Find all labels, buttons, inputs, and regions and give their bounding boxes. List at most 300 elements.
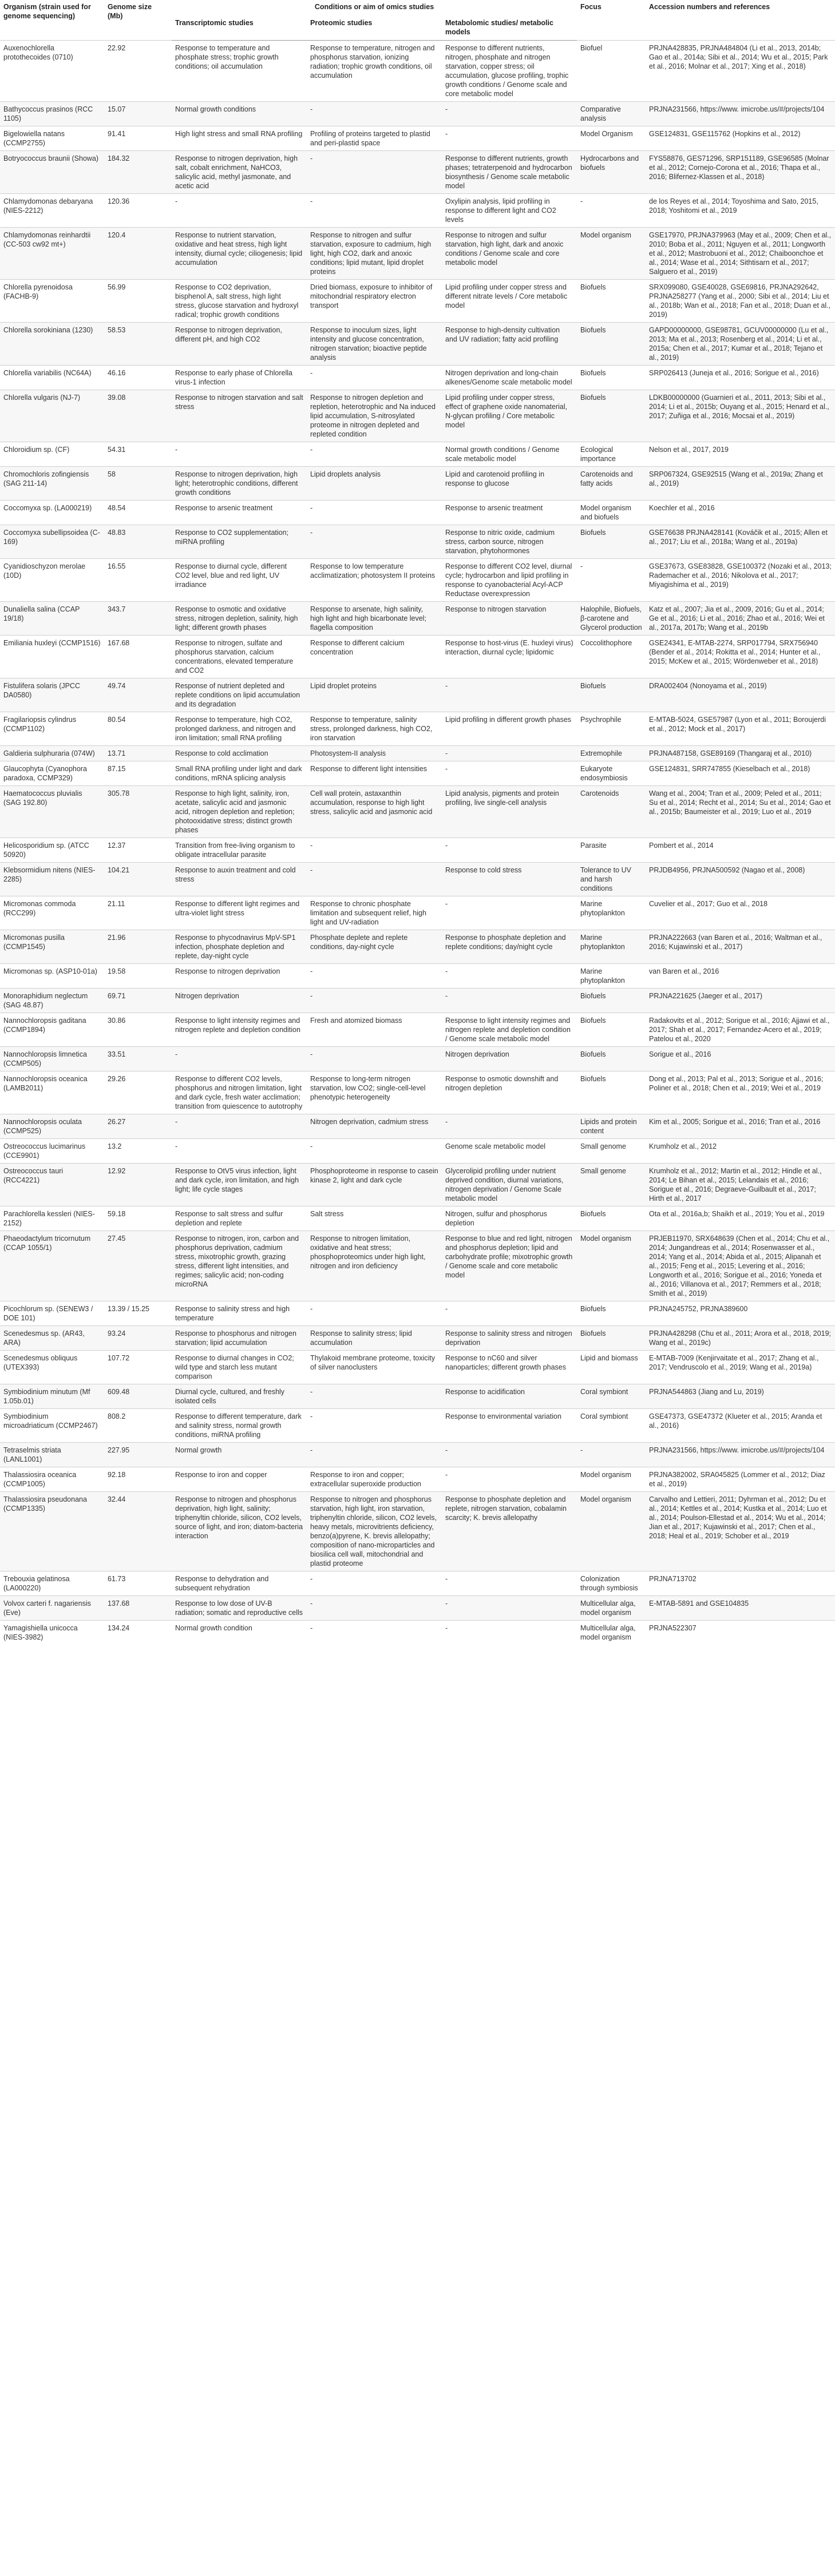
transcriptomic-cell: Response to nitrogen starvation and salt stress bbox=[172, 390, 307, 442]
transcriptomic-cell: Response to arsenic treatment bbox=[172, 501, 307, 525]
genome-size-cell: 227.95 bbox=[104, 1443, 172, 1467]
focus-cell: Biofuels bbox=[577, 1047, 646, 1071]
header-accession: Accession numbers and references bbox=[649, 3, 770, 11]
accession-cell: PRJNA544863 (Jiang and Lu, 2019) bbox=[646, 1384, 835, 1409]
proteomic-cell: Dried biomass, exposure to inhibitor of mitochondrial respiratory electron transport bbox=[307, 280, 442, 323]
table-row bbox=[0, 442, 835, 467]
genome-size-cell: 30.86 bbox=[104, 1013, 172, 1047]
transcriptomic-cell: Response to high light, salinity, iron, acetate, salicylic acid and jasmonic acid, nitrogen depletion and repletion; photooxidative stress; distinct growth phases bbox=[172, 786, 307, 838]
proteomic-cell: Phosphoproteome in response to casein kinase 2, light and dark cycle bbox=[307, 1164, 442, 1206]
organism-cell: Chloroidium sp. (CF) bbox=[0, 442, 104, 467]
focus-cell: - bbox=[577, 559, 646, 602]
genome-size-cell: 107.72 bbox=[104, 1351, 172, 1384]
accession-cell: Katz et al., 2007; Jia et al., 2009, 2016; Gu et al., 2014; Ge et al., 2016; Li et al., 2016; Zhao et al., 2016; Wei et al., 2017a, 2017b; Wang et al., 2019b bbox=[646, 602, 835, 636]
accession-cell: van Baren et al., 2016 bbox=[646, 964, 835, 989]
focus-cell: Multicellular alga, model organism bbox=[577, 1621, 646, 1645]
metabolomic-cell: Response to nitrogen and sulfur starvation, high light, dark and anoxic conditions / Genome scale and core metabolic model bbox=[442, 228, 577, 280]
focus-cell: Small genome bbox=[577, 1164, 646, 1206]
proteomic-cell: Response to low temperature acclimatization; photosystem II proteins bbox=[307, 559, 442, 602]
metabolomic-cell: Lipid profiling under copper stress, effect of graphene oxide nanomaterial, N-glycan profiling / Core metabolic model bbox=[442, 390, 577, 442]
focus-cell: Model Organism bbox=[577, 126, 646, 151]
transcriptomic-cell: Response to low dose of UV-B radiation; somatic and reproductive cells bbox=[172, 1596, 307, 1621]
proteomic-cell: - bbox=[307, 1443, 442, 1467]
proteomic-cell: Response to temperature, nitrogen and phosphorus starvation, ionizing radiation; trophic growth conditions, oil accumulation bbox=[307, 41, 442, 102]
genome-size-cell: 32.44 bbox=[104, 1492, 172, 1571]
proteomic-cell: Thylakoid membrane proteome, toxicity of silver nanoclusters bbox=[307, 1351, 442, 1384]
metabolomic-cell: Nitrogen, sulfur and phosphorus depletion bbox=[442, 1206, 577, 1231]
metabolomic-cell: Normal growth conditions / Genome scale metabolic model bbox=[442, 442, 577, 467]
metabolomic-cell: Genome scale metabolic model bbox=[442, 1139, 577, 1164]
accession-cell: GSE124831, GSE115762 (Hopkins et al., 2012) bbox=[646, 126, 835, 151]
accession-cell: Nelson et al., 2017, 2019 bbox=[646, 442, 835, 467]
proteomic-cell: - bbox=[307, 501, 442, 525]
table-row bbox=[0, 1467, 835, 1492]
transcriptomic-cell: Response to nitrogen, iron, carbon and phosphorus deprivation, cadmium stress, mixotrophic growth, grazing stress, different light intensities, and regimes; salicylic acid; non-coding microRNA bbox=[172, 1231, 307, 1301]
genome-size-cell: 56.99 bbox=[104, 280, 172, 323]
organism-cell: Micromonas pusilla (CCMP1545) bbox=[0, 930, 104, 964]
focus-cell: Biofuels bbox=[577, 323, 646, 366]
header-genome-size: Genome size (Mb) bbox=[108, 3, 152, 20]
table-row bbox=[0, 761, 835, 786]
table-row bbox=[0, 1206, 835, 1231]
accession-cell: PRJDB4956, PRJNA500592 (Nagao et al., 2008) bbox=[646, 863, 835, 896]
accession-cell: Dong et al., 2013; Pal et al., 2013; Sorigue et al., 2016; Poliner et al., 2018; Chen et al., 2019; Wei et al., 2019 bbox=[646, 1071, 835, 1114]
transcriptomic-cell: Response to temperature and phosphate stress; trophic growth conditions; oil accumulation bbox=[172, 41, 307, 102]
table-row bbox=[0, 746, 835, 761]
proteomic-cell: Response to nitrogen and phosphorus starvation, high light, iron starvation, triphenyltin chloride, silicon, CO2 levels, heavy metals, microvitrients deficiency, benzo(a)pyrene, K. brevis allelopathy; composition of nano-microparticles and biosilica cell wall, mitochondrial and plastid proteome bbox=[307, 1492, 442, 1571]
metabolomic-cell: Response to nC60 and silver nanoparticles; different growth phases bbox=[442, 1351, 577, 1384]
genome-size-cell: 120.36 bbox=[104, 194, 172, 228]
genome-size-cell: 609.48 bbox=[104, 1384, 172, 1409]
transcriptomic-cell: Response to cold acclimation bbox=[172, 746, 307, 761]
organism-cell: Helicosporidium sp. (ATCC 50920) bbox=[0, 838, 104, 863]
transcriptomic-cell: Response to CO2 supplementation; miRNA profiling bbox=[172, 525, 307, 559]
transcriptomic-cell: Response to nutrient starvation, oxidative and heat stress, high light intensity, diurnal cycle; ciliogenesis; lipid accumulation bbox=[172, 228, 307, 280]
genome-size-cell: 15.07 bbox=[104, 102, 172, 126]
genome-size-cell: 26.27 bbox=[104, 1114, 172, 1139]
table-row bbox=[0, 989, 835, 1013]
accession-cell: PRJNA222663 (van Baren et al., 2016; Waltman et al., 2016; Kujawinski et al., 2017) bbox=[646, 930, 835, 964]
metabolomic-cell: - bbox=[442, 1114, 577, 1139]
genome-size-cell: 134.24 bbox=[104, 1621, 172, 1645]
genome-size-cell: 80.54 bbox=[104, 712, 172, 746]
genome-size-cell: 137.68 bbox=[104, 1596, 172, 1621]
proteomic-cell: Cell wall protein, astaxanthin accumulation, response to high light stress, salicylic acid and jasmonic acid bbox=[307, 786, 442, 838]
table-row bbox=[0, 501, 835, 525]
metabolomic-cell: Response to arsenic treatment bbox=[442, 501, 577, 525]
proteomic-cell: - bbox=[307, 442, 442, 467]
transcriptomic-cell: Response to temperature, high CO2, prolonged darkness, and nitrogen and iron limitation; small RNA profiling bbox=[172, 712, 307, 746]
proteomic-cell: Response to nitrogen limitation, oxidative and heat stress; phosphoproteomics under high light, nitrogen and iron deficiency bbox=[307, 1231, 442, 1301]
organism-cell: Symbiodinium microadriaticum (CCMP2467) bbox=[0, 1409, 104, 1443]
focus-cell: - bbox=[577, 1443, 646, 1467]
organism-cell: Emiliania huxleyi (CCMP1516) bbox=[0, 636, 104, 678]
metabolomic-cell: Lipid profiling under copper stress and different nitrate levels / Core metabolic model bbox=[442, 280, 577, 323]
transcriptomic-cell: Response to diurnal changes in CO2; wild type and starch less mutant comparison bbox=[172, 1351, 307, 1384]
accession-cell: PRJEB11970, SRX648639 (Chen et al., 2014; Chu et al., 2014; Jungandreas et al., 2014; Rosenwasser et al., 2014; Yang et al., 2014; Abida et al., 2015; Alipanah et al., 2015; Feng et al., 2015; Levering et al., 2016; Longworth et al., 2016; Sorigue et al., 2016; Yoneda et al., 2016; Villanova et al., 2017; Remmers et al., 2018; Smith et al., 2019) bbox=[646, 1231, 835, 1301]
metabolomic-cell: Response to host-virus (E. huxleyi virus) interaction, diurnal cycle; lipidomic bbox=[442, 636, 577, 678]
table-row bbox=[0, 525, 835, 559]
transcriptomic-cell: - bbox=[172, 1047, 307, 1071]
transcriptomic-cell: Response to iron and copper bbox=[172, 1467, 307, 1492]
table-row bbox=[0, 228, 835, 280]
header-focus: Focus bbox=[580, 3, 601, 11]
table-row bbox=[0, 1443, 835, 1467]
genome-size-cell: 13.39 / 15.25 bbox=[104, 1301, 172, 1326]
transcriptomic-cell: Response of nutrient depleted and replete conditions on lipid accumulation and its degradation bbox=[172, 678, 307, 712]
header-metabolomic: Metabolomic studies/ metabolic models bbox=[442, 15, 577, 41]
organism-cell: Nannochloropsis oculata (CCMP525) bbox=[0, 1114, 104, 1139]
table-row bbox=[0, 280, 835, 323]
focus-cell: Small genome bbox=[577, 1139, 646, 1164]
focus-cell: Extremophile bbox=[577, 746, 646, 761]
metabolomic-cell: - bbox=[442, 1467, 577, 1492]
organism-cell: Scenedesmus sp. (AR43, ARA) bbox=[0, 1326, 104, 1351]
organism-cell: Bathycoccus prasinos (RCC 1105) bbox=[0, 102, 104, 126]
genome-size-cell: 120.4 bbox=[104, 228, 172, 280]
transcriptomic-cell: Response to dehydration and subsequent rehydration bbox=[172, 1571, 307, 1596]
proteomic-cell: Photosystem-II analysis bbox=[307, 746, 442, 761]
table-row bbox=[0, 1409, 835, 1443]
table-row bbox=[0, 390, 835, 442]
metabolomic-cell: Response to acidification bbox=[442, 1384, 577, 1409]
proteomic-cell: - bbox=[307, 1301, 442, 1326]
organism-cell: Parachlorella kessleri (NIES-2152) bbox=[0, 1206, 104, 1231]
header-transcriptomic: Transcriptomic studies bbox=[172, 15, 307, 41]
table-row bbox=[0, 1114, 835, 1139]
focus-cell: Biofuels bbox=[577, 1206, 646, 1231]
transcriptomic-cell: Response to different CO2 levels, phosphorus and nitrogen limitation, light and dark cycle, fresh water acclimation; transition from quiescence to autotrophy bbox=[172, 1071, 307, 1114]
metabolomic-cell: Response to different CO2 level, diurnal cycle; hydrocarbon and lipid profiling in response to cyanobacterial Acyl-ACP Reductase overexpression bbox=[442, 559, 577, 602]
metabolomic-cell: - bbox=[442, 1596, 577, 1621]
metabolomic-cell: Lipid and carotenoid profiling in response to glucose bbox=[442, 467, 577, 501]
table-row bbox=[0, 1139, 835, 1164]
organism-cell: Fistulifera solaris (JPCC DA0580) bbox=[0, 678, 104, 712]
genome-size-cell: 91.41 bbox=[104, 126, 172, 151]
transcriptomic-cell: Response to diurnal cycle, different CO2 level, blue and red light, UV irradiance bbox=[172, 559, 307, 602]
accession-cell: GSE76638 PRJNA428141 (Kováčik et al., 2015; Allen et al., 2017; Liu et al., 2018a; Wang et al., 2019a) bbox=[646, 525, 835, 559]
organism-cell: Chlorella variabilis (NC64A) bbox=[0, 366, 104, 390]
transcriptomic-cell: Response to nitrogen deprivation bbox=[172, 964, 307, 989]
genome-size-cell: 12.92 bbox=[104, 1164, 172, 1206]
table-row bbox=[0, 1071, 835, 1114]
accession-cell: PRJNA487158, GSE89169 (Thangaraj et al., 2010) bbox=[646, 746, 835, 761]
focus-cell: Lipid and biomass bbox=[577, 1351, 646, 1384]
focus-cell: Biofuels bbox=[577, 678, 646, 712]
transcriptomic-cell: Response to early phase of Chlorella virus-1 infection bbox=[172, 366, 307, 390]
transcriptomic-cell: Response to different light regimes and ultra-violet light stress bbox=[172, 896, 307, 930]
organism-cell: Klebsormidium nitens (NIES-2285) bbox=[0, 863, 104, 896]
focus-cell: Tolerance to UV and harsh conditions bbox=[577, 863, 646, 896]
metabolomic-cell: Response to phosphate depletion and replete, nitrogen starvation, cobalamin scarcity; K. brevis allelopathy bbox=[442, 1492, 577, 1571]
accession-cell: PRJNA231566, https://www. imicrobe.us/#/projects/104 bbox=[646, 102, 835, 126]
proteomic-cell: - bbox=[307, 1596, 442, 1621]
proteomic-cell: Fresh and atomized biomass bbox=[307, 1013, 442, 1047]
organism-cell: Bigelowiella natans (CCMP2755) bbox=[0, 126, 104, 151]
transcriptomic-cell: Normal growth conditions bbox=[172, 102, 307, 126]
focus-cell: Model organism bbox=[577, 1467, 646, 1492]
transcriptomic-cell: Response to phycodnavirus MpV-SP1 infection, phosphate depletion and replete, day-night cycle bbox=[172, 930, 307, 964]
proteomic-cell: - bbox=[307, 989, 442, 1013]
transcriptomic-cell: Response to osmotic and oxidative stress, nitrogen depletion, salinity, high light; different growth phases bbox=[172, 602, 307, 636]
focus-cell: Biofuels bbox=[577, 390, 646, 442]
proteomic-cell: Lipid droplets analysis bbox=[307, 467, 442, 501]
genome-size-cell: 69.71 bbox=[104, 989, 172, 1013]
focus-cell: Eukaryote endosymbiosis bbox=[577, 761, 646, 786]
organism-cell: Ostreococcus lucimarinus (CCE9901) bbox=[0, 1139, 104, 1164]
focus-cell: Halophile, Biofuels, β-carotene and Glycerol production bbox=[577, 602, 646, 636]
metabolomic-cell: - bbox=[442, 126, 577, 151]
accession-cell: Sorigue et al., 2016 bbox=[646, 1047, 835, 1071]
proteomic-cell: Response to long-term nitrogen starvation, low CO2; single-cell-level phenotypic heterogeneity bbox=[307, 1071, 442, 1114]
table-row bbox=[0, 1384, 835, 1409]
organism-cell: Tetraselmis striata (LANL1001) bbox=[0, 1443, 104, 1467]
genome-size-cell: 58.53 bbox=[104, 323, 172, 366]
accession-cell: GAPD00000000, GSE98781, GCUV00000000 (Lu et al., 2013; Ma et al., 2013; Rosenberg et al., 2014; Li et al., 2015a; Chen et al., 2017; Kumar et al., 2018; Tejano et al., 2019) bbox=[646, 323, 835, 366]
proteomic-cell: - bbox=[307, 151, 442, 194]
header-organism: Organism (strain used for genome sequencing) bbox=[3, 3, 91, 20]
metabolomic-cell: - bbox=[442, 102, 577, 126]
proteomic-cell: Response to nitrogen depletion and repletion, heterotrophic and Na induced lipid accumulation, S-nitrosylated proteome in nitrogen depleted and repleted condition bbox=[307, 390, 442, 442]
focus-cell: Model organism bbox=[577, 228, 646, 280]
proteomic-cell: - bbox=[307, 194, 442, 228]
proteomic-cell: - bbox=[307, 1139, 442, 1164]
metabolomic-cell: Lipid profiling in different growth phases bbox=[442, 712, 577, 746]
accession-cell: PRJNA522307 bbox=[646, 1621, 835, 1645]
transcriptomic-cell: Response to different temperature, dark and salinity stress, normal growth conditions, miRNA profiling bbox=[172, 1409, 307, 1443]
accession-cell: Carvalho and Lettieri, 2011; Dyhrman et al., 2012; Du et al., 2014; Kettles et al., 2014; Kustka et al., 2014; Luo et al., 2014; Poulson-Ellestad et al., 2014; Wu et al., 2014; Jian et al., 2017; Kujawinski et al., 2017; Chen et al., 2018; Heal et al., 2019; Schober et al., 2019 bbox=[646, 1492, 835, 1571]
proteomic-cell: Response to chronic phosphate limitation and subsequent relief, high light and UV-radiation bbox=[307, 896, 442, 930]
proteomic-cell: Nitrogen deprivation, cadmium stress bbox=[307, 1114, 442, 1139]
organism-cell: Haematococcus pluvialis (SAG 192.80) bbox=[0, 786, 104, 838]
focus-cell: - bbox=[577, 194, 646, 228]
organism-cell: Coccomyxa subellipsoidea (C-169) bbox=[0, 525, 104, 559]
focus-cell: Marine phytoplankton bbox=[577, 930, 646, 964]
organism-cell: Symbiodinium minutum (Mf 1.05b.01) bbox=[0, 1384, 104, 1409]
proteomic-cell: Profiling of proteins targeted to plastid and peri-plastid space bbox=[307, 126, 442, 151]
genome-size-cell: 21.96 bbox=[104, 930, 172, 964]
proteomic-cell: - bbox=[307, 964, 442, 989]
table-row bbox=[0, 1231, 835, 1301]
metabolomic-cell: Nitrogen deprivation bbox=[442, 1047, 577, 1071]
focus-cell: Colonization through symbiosis bbox=[577, 1571, 646, 1596]
table-row bbox=[0, 863, 835, 896]
focus-cell: Marine phytoplankton bbox=[577, 896, 646, 930]
accession-cell: PRJNA428298 (Chu et al., 2011; Arora et al., 2018, 2019; Wang et al., 2019c) bbox=[646, 1326, 835, 1351]
metabolomic-cell: Response to different nutrients, growth phases; tetraterpenoid and hydrocarbon biosynthesis / Genome scale metabolic model bbox=[442, 151, 577, 194]
genome-size-cell: 46.16 bbox=[104, 366, 172, 390]
genome-size-cell: 58 bbox=[104, 467, 172, 501]
genome-size-cell: 13.2 bbox=[104, 1139, 172, 1164]
focus-cell: Biofuels bbox=[577, 1301, 646, 1326]
accession-cell: FYS58876, GES71296, SRP151189, GSE96585 (Molnar et al., 2012; Cornejo-Corona et al., 2016; Thapa et al., 2016; Blifernez-Klassen et al., 2018) bbox=[646, 151, 835, 194]
table-row bbox=[0, 1164, 835, 1206]
transcriptomic-cell: Response to light intensity regimes and nitrogen replete and depletion condition bbox=[172, 1013, 307, 1047]
metabolomic-cell: - bbox=[442, 1443, 577, 1467]
organism-cell: Botryococcus braunii (Showa) bbox=[0, 151, 104, 194]
metabolomic-cell: Nitrogen deprivation and long-chain alkenes/Genome scale metabolic model bbox=[442, 366, 577, 390]
organism-cell: Phaeodactylum tricornutum (CCAP 1055/1) bbox=[0, 1231, 104, 1301]
header-conditions: Conditions or aim of omics studies bbox=[314, 3, 434, 11]
accession-cell: Krumholz et al., 2012; Martin et al., 2012; Hindle et al., 2014; Le Bihan et al., 2015; Lelandais et al., 2016; Sorigue et al., 2016; Degraeve-Guilbault et al., 2017; Hirth et al., 2017 bbox=[646, 1164, 835, 1206]
table-row bbox=[0, 194, 835, 228]
focus-cell: Hydrocarbons and biofuels bbox=[577, 151, 646, 194]
table-row bbox=[0, 467, 835, 501]
metabolomic-cell: Response to salinity stress and nitrogen deprivation bbox=[442, 1326, 577, 1351]
proteomic-cell: - bbox=[307, 1571, 442, 1596]
organism-cell: Micromonas sp. (ASP10-01a) bbox=[0, 964, 104, 989]
metabolomic-cell: - bbox=[442, 964, 577, 989]
table-row bbox=[0, 126, 835, 151]
organism-cell: Thalassiosira oceanica (CCMP1005) bbox=[0, 1467, 104, 1492]
focus-cell: Carotenoids bbox=[577, 786, 646, 838]
table-row bbox=[0, 1326, 835, 1351]
proteomic-cell: Phosphate deplete and replete conditions, day-night cycle bbox=[307, 930, 442, 964]
genome-size-cell: 54.31 bbox=[104, 442, 172, 467]
metabolomic-cell: - bbox=[442, 746, 577, 761]
proteomic-cell: Response to inoculum sizes, light intensity and glucose concentration, nitrogen starvation; bioactive peptide analysis bbox=[307, 323, 442, 366]
focus-cell: Comparative analysis bbox=[577, 102, 646, 126]
table-row bbox=[0, 1013, 835, 1047]
genome-size-cell: 167.68 bbox=[104, 636, 172, 678]
accession-cell: E-MTAB-5891 and GSE104835 bbox=[646, 1596, 835, 1621]
genome-size-cell: 12.37 bbox=[104, 838, 172, 863]
accession-cell: de los Reyes et al., 2014; Toyoshima and Sato, 2015, 2018; Yoshitomi et al., 2019 bbox=[646, 194, 835, 228]
metabolomic-cell: Response to nitrogen starvation bbox=[442, 602, 577, 636]
focus-cell: Biofuels bbox=[577, 366, 646, 390]
accession-cell: GSE124831, SRR747855 (Kieselbach et al., 2018) bbox=[646, 761, 835, 786]
accession-cell: SRP026413 (Juneja et al., 2016; Sorigue et al., 2016) bbox=[646, 366, 835, 390]
genome-size-cell: 87.15 bbox=[104, 761, 172, 786]
genome-size-cell: 29.26 bbox=[104, 1071, 172, 1114]
genome-size-cell: 104.21 bbox=[104, 863, 172, 896]
accession-cell: PRJNA382002, SRA045825 (Lommer et al., 2012; Diaz et al., 2019) bbox=[646, 1467, 835, 1492]
accession-cell: PRJNA245752, PRJNA389600 bbox=[646, 1301, 835, 1326]
organism-cell: Nannochloropsis gaditana (CCMP1894) bbox=[0, 1013, 104, 1047]
transcriptomic-cell: Response to auxin treatment and cold stress bbox=[172, 863, 307, 896]
focus-cell: Biofuels bbox=[577, 1071, 646, 1114]
transcriptomic-cell: Response to salinity stress and high temperature bbox=[172, 1301, 307, 1326]
transcriptomic-cell: - bbox=[172, 442, 307, 467]
transcriptomic-cell: Nitrogen deprivation bbox=[172, 989, 307, 1013]
accession-cell: Krumholz et al., 2012 bbox=[646, 1139, 835, 1164]
table-row bbox=[0, 896, 835, 930]
focus-cell: Biofuels bbox=[577, 525, 646, 559]
table-row bbox=[0, 838, 835, 863]
transcriptomic-cell: Small RNA profiling under light and dark conditions, mRNA splicing analysis bbox=[172, 761, 307, 786]
organism-cell: Nannochloropsis oceanica (LAMB2011) bbox=[0, 1071, 104, 1114]
metabolomic-cell: - bbox=[442, 678, 577, 712]
transcriptomic-cell: - bbox=[172, 1139, 307, 1164]
focus-cell: Biofuel bbox=[577, 41, 646, 102]
genome-size-cell: 184.32 bbox=[104, 151, 172, 194]
metabolomic-cell: Response to cold stress bbox=[442, 863, 577, 896]
organism-cell: Chlorella sorokiniana (1230) bbox=[0, 323, 104, 366]
focus-cell: Lipids and protein content bbox=[577, 1114, 646, 1139]
metabolomic-cell: Oxylipin analysis, lipid profiling in response to different light and CO2 levels bbox=[442, 194, 577, 228]
metabolomic-cell: Response to nitric oxide, cadmium stress, carbon source, nitrogen starvation, phytohormones bbox=[442, 525, 577, 559]
transcriptomic-cell: Response to nitrogen deprivation, high salt, cobalt enrichment, NaHCO3, salicylic acid, methyl jasmonate, and acetic acid bbox=[172, 151, 307, 194]
transcriptomic-cell: High light stress and small RNA profiling bbox=[172, 126, 307, 151]
genome-size-cell: 21.11 bbox=[104, 896, 172, 930]
transcriptomic-cell: Response to OtV5 virus infection, light and dark cycle, iron limitation, and high light; life cycle stages bbox=[172, 1164, 307, 1206]
focus-cell: Coccolithophore bbox=[577, 636, 646, 678]
proteomic-cell: - bbox=[307, 1621, 442, 1645]
focus-cell: Biofuels bbox=[577, 989, 646, 1013]
organism-cell: Galdieria sulphuraria (074W) bbox=[0, 746, 104, 761]
table-row bbox=[0, 366, 835, 390]
focus-cell: Psychrophile bbox=[577, 712, 646, 746]
table-row bbox=[0, 102, 835, 126]
metabolomic-cell: - bbox=[442, 1301, 577, 1326]
genome-size-cell: 808.2 bbox=[104, 1409, 172, 1443]
proteomic-cell: Response to temperature, salinity stress, prolonged darkness, high CO2, iron starvation bbox=[307, 712, 442, 746]
focus-cell: Model organism bbox=[577, 1231, 646, 1301]
transcriptomic-cell: Response to phosphorus and nitrogen starvation; lipid accumulation bbox=[172, 1326, 307, 1351]
proteomic-cell: - bbox=[307, 366, 442, 390]
accession-cell: Pombert et al., 2014 bbox=[646, 838, 835, 863]
table-row bbox=[0, 786, 835, 838]
genome-size-cell: 92.18 bbox=[104, 1467, 172, 1492]
metabolomic-cell: - bbox=[442, 838, 577, 863]
genome-size-cell: 33.51 bbox=[104, 1047, 172, 1071]
organism-cell: Coccomyxa sp. (LA000219) bbox=[0, 501, 104, 525]
genome-size-cell: 49.74 bbox=[104, 678, 172, 712]
transcriptomic-cell: - bbox=[172, 1114, 307, 1139]
proteomic-cell: - bbox=[307, 1409, 442, 1443]
metabolomic-cell: Response to blue and red light, nitrogen and phosphorus depletion; lipid and carbohydrate profile; mixotrophic growth / Genome scale and core metabolic model bbox=[442, 1231, 577, 1301]
proteomic-cell: Response to iron and copper; extracellular superoxide production bbox=[307, 1467, 442, 1492]
genome-size-cell: 305.78 bbox=[104, 786, 172, 838]
focus-cell: Multicellular alga, model organism bbox=[577, 1596, 646, 1621]
accession-cell: SRP067324, GSE92515 (Wang et al., 2019a; Zhang et al., 2019) bbox=[646, 467, 835, 501]
table-row bbox=[0, 712, 835, 746]
transcriptomic-cell: Normal growth bbox=[172, 1443, 307, 1467]
accession-cell: PRJNA231566, https://www. imicrobe.us/#/projects/104 bbox=[646, 1443, 835, 1467]
genome-size-cell: 27.45 bbox=[104, 1231, 172, 1301]
genome-size-cell: 13.71 bbox=[104, 746, 172, 761]
proteomic-cell: - bbox=[307, 1384, 442, 1409]
metabolomic-cell: Glycerolipid profiling under nutrient deprived condition, diurnal variations, nitrogen deprivation / Genome Scale metabolic model bbox=[442, 1164, 577, 1206]
metabolomic-cell: - bbox=[442, 1571, 577, 1596]
focus-cell: Ecological importance bbox=[577, 442, 646, 467]
metabolomic-cell: - bbox=[442, 989, 577, 1013]
genome-size-cell: 59.18 bbox=[104, 1206, 172, 1231]
organism-cell: Chlamydomonas reinhardtii (CC-503 cw92 mt+) bbox=[0, 228, 104, 280]
transcriptomic-cell: Response to nitrogen and phosphorus deprivation, high light, salinity; triphenyltin chloride, silicon, CO2 levels, source of light, and iron; diatom-bacteria interaction bbox=[172, 1492, 307, 1571]
organism-cell: Cyanidioschyzon merolae (10D) bbox=[0, 559, 104, 602]
table-row bbox=[0, 1351, 835, 1384]
proteomic-cell: - bbox=[307, 102, 442, 126]
focus-cell: Coral symbiont bbox=[577, 1384, 646, 1409]
table-row bbox=[0, 559, 835, 602]
transcriptomic-cell: Response to nitrogen deprivation, different pH, and high CO2 bbox=[172, 323, 307, 366]
metabolomic-cell: - bbox=[442, 1621, 577, 1645]
focus-cell: Parasite bbox=[577, 838, 646, 863]
organism-cell: Auxenochlorella protothecoides (0710) bbox=[0, 41, 104, 102]
proteomic-cell: Response to salinity stress; lipid accumulation bbox=[307, 1326, 442, 1351]
accession-cell: GSE17970, PRJNA379963 (May et al., 2009; Chen et al., 2010; Boba et al., 2011; Nguyen et al., 2011; Longworth et al., 2012; Mastrobuoni et al., 2012; Chaiboonchoe et al., 2014; Wase et al., 2014; Sithtisarn et al., 2017; Salguero et al., 2019) bbox=[646, 228, 835, 280]
organism-cell: Nannochloropsis limnetica (CCMP505) bbox=[0, 1047, 104, 1071]
accession-cell: PRJNA428835, PRJNA484804 (Li et al., 2013, 2014b; Gao et al., 2014a; Sibi et al., 2014; Wu et al., 2015; Park et al., 2016; Molnar et al., 2017; Xing et al., 2018) bbox=[646, 41, 835, 102]
metabolomic-cell: Response to environmental variation bbox=[442, 1409, 577, 1443]
accession-cell: GSE47373, GSE47372 (Klueter et al., 2015; Aranda et al., 2016) bbox=[646, 1409, 835, 1443]
genome-size-cell: 22.92 bbox=[104, 41, 172, 102]
organism-cell: Volvox carteri f. nagariensis (Eve) bbox=[0, 1596, 104, 1621]
organism-cell: Yamagishiella unicocca (NIES-3982) bbox=[0, 1621, 104, 1645]
organism-cell: Chlorella pyrenoidosa (FACHB-9) bbox=[0, 280, 104, 323]
organism-cell: Trebouxia gelatinosa (LA000220) bbox=[0, 1571, 104, 1596]
